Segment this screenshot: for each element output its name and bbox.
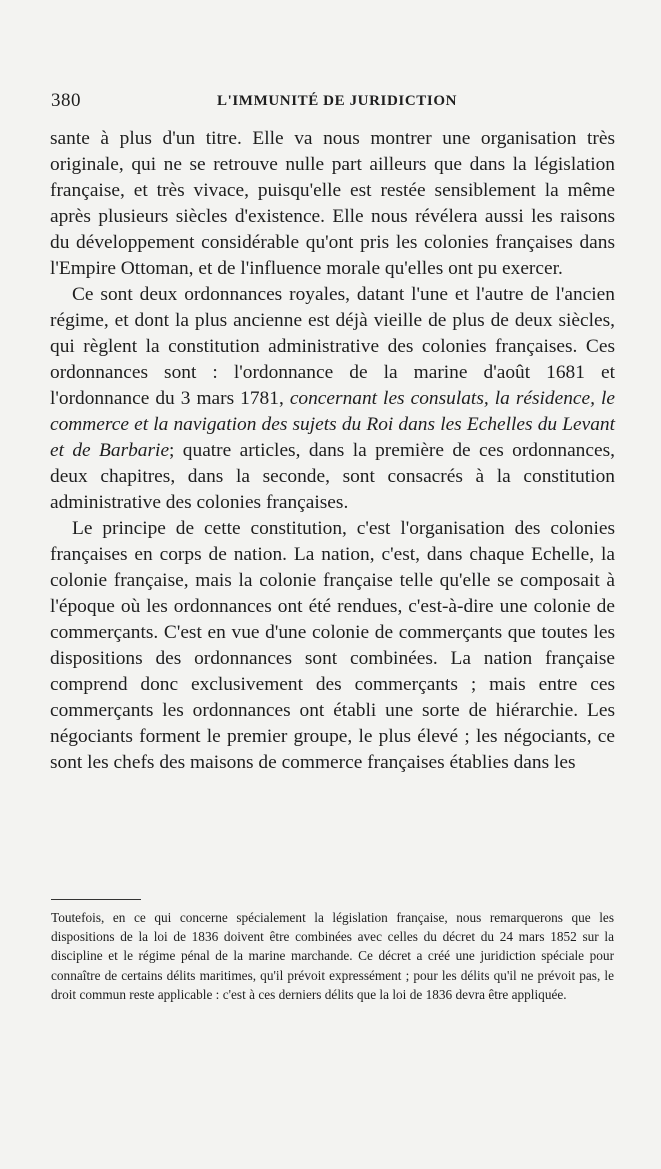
footnote xyxy=(51,908,614,1004)
ordinance-title-italic: concernant les consulats, la résidence, le commerce et la navigation des sujets du Roi dans les Echelles du Levant et de Barbarie xyxy=(50,388,615,461)
page-number: 380 xyxy=(51,90,81,111)
running-head xyxy=(51,90,616,114)
main-text xyxy=(50,126,615,776)
paragraph-2-text-b: ; quatre articles, dans la première de ces ordonnances, deux chapitres, dans la seconde, sont consacrés à la constitution administrative des colonies françaises. xyxy=(50,440,615,513)
footnote-text: Toutefois, en ce qui concerne spécialement la législation française, nous remarquerons que les dispositions de la loi de 1836 doivent être combinées avec celles du décret du 24 mars 1852 sur la discipline et le régime pénal de la marine marchande. Ce décret a créé une juridiction spéciale pour connaître de certains délits maritimes, qu'il prévoit expressément ; pour les délits qu'il ne prévoit pas, le droit commun reste applicable : c'est à ces derniers délits que la loi de 1836 devra être appliquée. xyxy=(51,910,614,1002)
paragraph-3: Le principe de cette constitution, c'est l'organisation des colonies françaises en corps de nation. La nation, c'est, dans chaque Echelle, la colonie française, mais la colonie française telle qu'elle se composait à l'époque où les ordonnances ont été rendues, c'est-à-dire une colonie de commerçants. C'est en vue d'une colonie de commerçants que toutes les dispositions des ordonnances sont combinées. La nation française comprend donc exclusivement des commerçants ; mais entre ces commerçants les ordonnances ont établi une sorte de hiérarchie. Les négociants forment le premier groupe, le plus élevé ; les négociants, ce sont les chefs des maisons de commerce françaises établies dans les xyxy=(50,518,615,773)
paragraph-2-text-a: Ce sont deux ordonnances royales, datant l'une et l'autre de l'ancien régime, et dont la plus ancienne est déjà vieille de plus de deux siècles, qui règlent la constitution administrative des colonies françaises. Ces ordonnances sont : l'ordonnance de la marine d'août 1681 et l'ordonnance du 3 mars 1781, xyxy=(50,284,615,409)
paragraph-1: sante à plus d'un titre. Elle va nous montrer une organisation très originale, qui ne se retrouve nulle part ailleurs que dans la législation française, et très vivace, puisqu'elle est restée sensiblement la même après plusieurs siècles d'existence. Elle nous révélera aussi les raisons du développement considérable qu'ont pris les colonies françaises dans l'Empire Ottoman, et de l'influence morale qu'elles ont pu exercer. xyxy=(50,128,615,279)
footnote-divider xyxy=(51,899,141,900)
running-title: L'IMMUNITÉ DE JURIDICTION xyxy=(217,93,458,109)
paragraph-2 xyxy=(50,282,615,516)
